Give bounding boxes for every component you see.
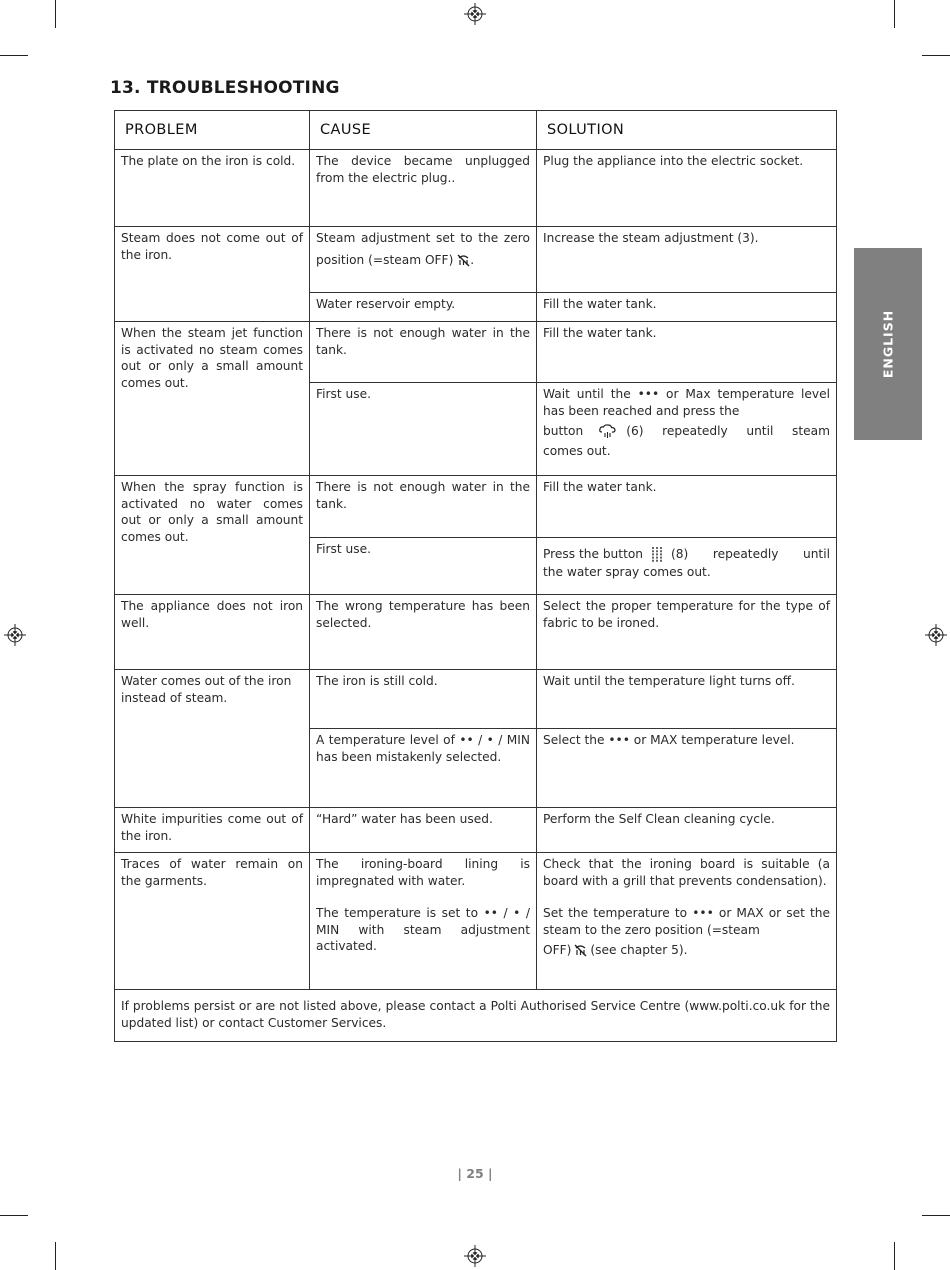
steam-shot-icon <box>599 424 616 439</box>
crop-mark <box>922 1215 950 1216</box>
crop-mark <box>922 55 950 56</box>
table-footer-row <box>115 990 837 1042</box>
cause-text-end: . <box>470 253 475 267</box>
solution-line <box>543 938 830 962</box>
solution-line: the water spray comes out. <box>543 565 711 579</box>
problem-cell: When the steam jet function is activated no steam comes out or only a small amount comes out. <box>115 322 310 476</box>
problem-cell: White impurities come out of the iron. <box>115 808 310 853</box>
solution-text: OFF) <box>543 942 572 957</box>
table-row <box>115 476 837 538</box>
solution-text: (see chapter 5). <box>590 942 688 957</box>
troubleshooting-table <box>114 110 837 1042</box>
registration-mark-icon <box>464 1245 486 1267</box>
problem-cell: Water comes out of the iron instead of steam. <box>115 670 310 808</box>
solution-cell: Fill the water tank. <box>537 476 837 538</box>
cause-cell: The device became unplugged from the electric plug.. <box>310 150 537 227</box>
table-row <box>115 322 837 383</box>
registration-mark-icon <box>925 624 947 646</box>
solution-cell: Wait until the temperature light turns off. <box>537 670 837 729</box>
solution-cell: Perform the Self Clean cleaning cycle. <box>537 808 837 853</box>
solution-text: button <box>543 423 584 438</box>
solution-text: Set the temperature to ••• or MAX or set the steam to the zero position (=steam <box>543 906 830 937</box>
language-tab <box>854 248 922 440</box>
solution-line <box>543 544 830 564</box>
crop-mark <box>55 1242 56 1270</box>
solution-cell <box>537 538 837 595</box>
cause-cell: First use. <box>310 383 537 476</box>
problem-cell: The plate on the iron is cold. <box>115 150 310 227</box>
registration-mark-icon <box>464 3 486 25</box>
crop-mark <box>894 0 895 28</box>
solution-cell <box>537 853 837 990</box>
table-row <box>115 595 837 670</box>
table-row <box>115 853 837 990</box>
solution-text: (8) repeatedly until <box>671 546 830 561</box>
cause-cell <box>310 227 537 293</box>
solution-cell: Select the proper temperature for the type of fabric to be ironed. <box>537 595 837 670</box>
cause-cell: The iron is still cold. <box>310 670 537 729</box>
cause-text: The temperature is set to •• / • / MIN with steam adjustment activated. <box>316 906 530 953</box>
spray-icon <box>651 546 663 563</box>
steam-off-icon <box>574 944 587 957</box>
header-solution: SOLUTION <box>537 111 837 150</box>
cause-text: Steam adjustment set to the zero position (=steam OFF) <box>316 231 530 267</box>
cause-cell: There is not enough water in the tank. <box>310 322 537 383</box>
table-row <box>115 150 837 227</box>
language-tab-label: ENGLISH <box>880 309 896 379</box>
cause-cell: First use. <box>310 538 537 595</box>
header-cause: CAUSE <box>310 111 537 150</box>
table-row <box>115 227 837 293</box>
solution-cell: Fill the water tank. <box>537 322 837 383</box>
cause-text: The ironing-board lining is impregnated with water. <box>316 857 530 888</box>
problem-cell: Steam does not come out of the iron. <box>115 227 310 322</box>
solution-cell: Fill the water tank. <box>537 293 837 322</box>
page-title: 13. TROUBLESHOOTING <box>110 78 340 98</box>
crop-mark <box>0 55 28 56</box>
cause-cell: There is not enough water in the tank. <box>310 476 537 538</box>
solution-line: Wait until the ••• or Max temperature level has been reached and press the <box>543 387 830 418</box>
solution-cell <box>537 383 837 476</box>
cause-cell: The wrong temperature has been selected. <box>310 595 537 670</box>
problem-cell: When the spray function is activated no water comes out or only a small amount comes out. <box>115 476 310 595</box>
solution-text: (6) repeatedly until steam <box>626 423 830 438</box>
footer-note: If problems persist or are not listed above, please contact a Polti Authorised Service Centre (www.polti.co.uk for the updated list) or contact Customer Services. <box>115 990 837 1042</box>
solution-line <box>543 419 830 443</box>
crop-mark <box>0 1215 28 1216</box>
header-problem: PROBLEM <box>115 111 310 150</box>
solution-cell: Increase the steam adjustment (3). <box>537 227 837 293</box>
problem-cell: Traces of water remain on the garments. <box>115 853 310 990</box>
problem-cell: The appliance does not iron well. <box>115 595 310 670</box>
cause-cell <box>310 853 537 990</box>
crop-mark <box>894 1242 895 1270</box>
solution-cell: Plug the appliance into the electric socket. <box>537 150 837 227</box>
table-row <box>115 808 837 853</box>
solution-line: comes out. <box>543 444 611 458</box>
table-row <box>115 670 837 729</box>
solution-cell: Select the ••• or MAX temperature level. <box>537 729 837 808</box>
steam-off-icon <box>457 254 470 267</box>
cause-cell: A temperature level of •• / • / MIN has been mistakenly selected. <box>310 729 537 808</box>
cause-cell: Water reservoir empty. <box>310 293 537 322</box>
table-header-row <box>115 111 837 150</box>
page-number: | 25 | <box>457 1166 493 1181</box>
cause-cell: “Hard” water has been used. <box>310 808 537 853</box>
solution-text: Press the button <box>543 546 644 561</box>
registration-mark-icon <box>4 624 26 646</box>
solution-text: Check that the ironing board is suitable (a board with a grill that prevents condensation). <box>543 857 830 888</box>
crop-mark <box>55 0 56 28</box>
